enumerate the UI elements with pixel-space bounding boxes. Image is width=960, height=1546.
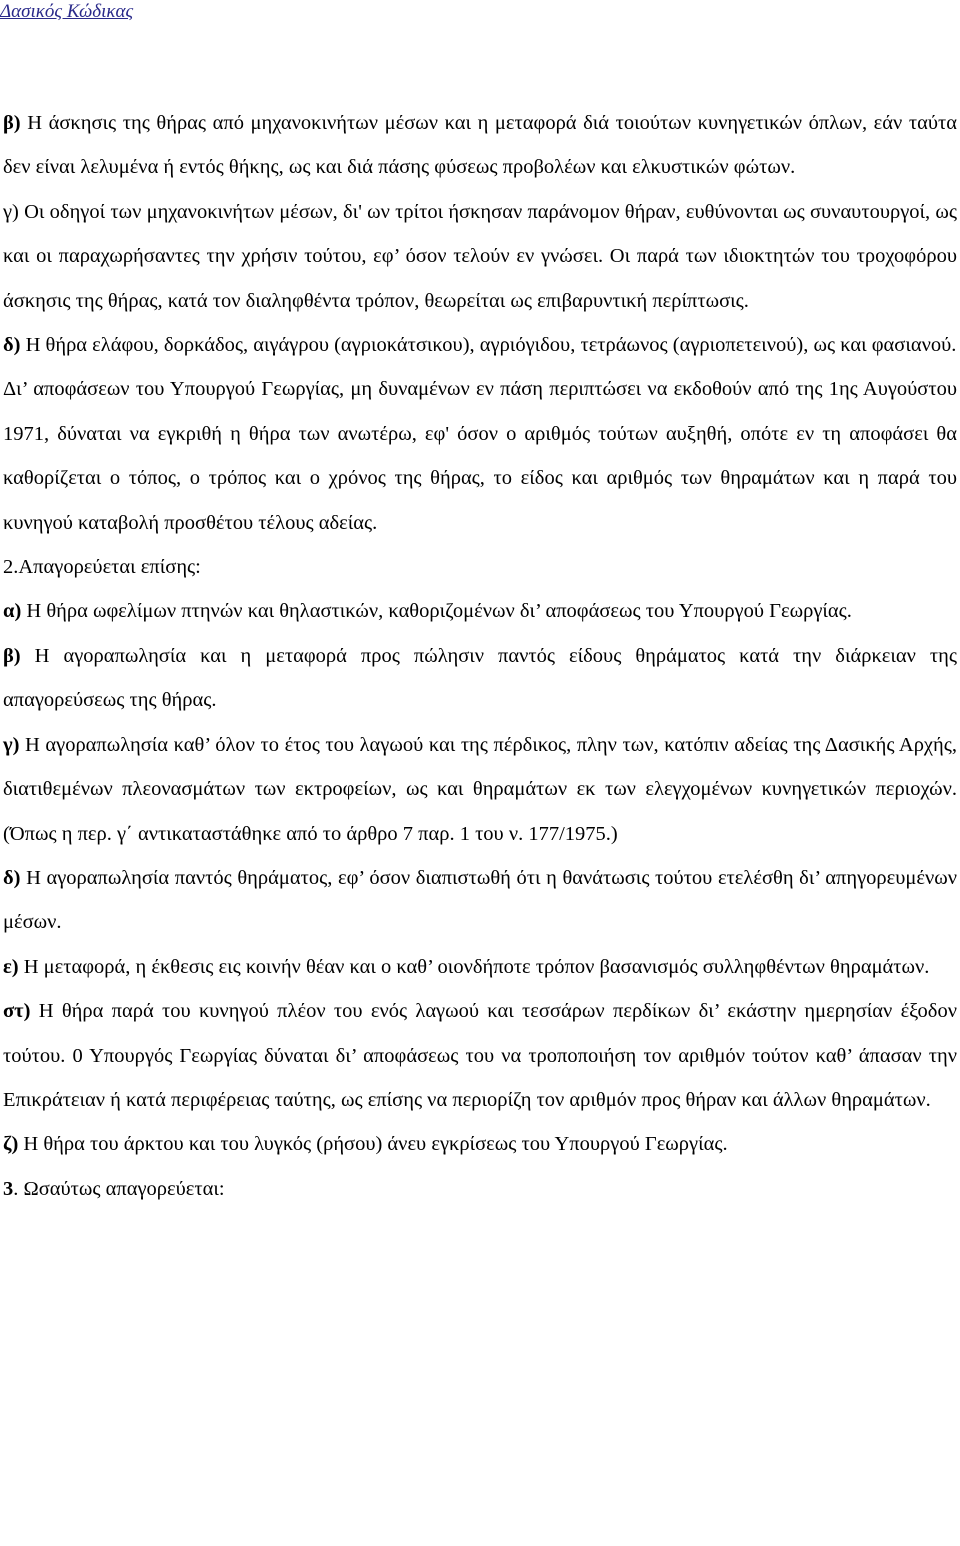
paragraph-text: Η άσκησις της θήρας από μηχανοκινήτων μέσων και η μεταφορά διά τοιούτων κυνηγετικών όπλων, εάν ταύτα δεν είναι λελυμένα ή εντός θήκης, ως και διά πάσης φύσεως προβολέων και ελκυστικών φώτων.: [3, 112, 957, 179]
paragraph-delta-1: [3, 323, 957, 367]
paragraph-epsilon-2: [3, 945, 957, 989]
item-label: β): [3, 644, 21, 667]
item-label: στ): [3, 1000, 31, 1023]
document-body: [3, 101, 957, 1211]
paragraph-text: Δι’ αποφάσεων του Υπουργού Γεωργίας, μη δυναμένων εν πάση περιπτώσει να εκδοθούν από της 1ης Αυγούστου 1971, δύναται να εγκριθή η θήρα των ανωτέρω, εφ' όσον ο αριθμός τούτων αυξηθή, οπότε εν τη αποφάσει θα καθορίζεται ο τόπος, ο τρόπος και ο χρόνος της θήρας, το είδος και αριθμός των θηραμάτων και η παρά του κυνηγού καταβολή προσθέτου τέλους αδείας.: [3, 378, 957, 534]
paragraph-zeta-2: [3, 1122, 957, 1166]
item-label: δ): [3, 866, 21, 889]
paragraph-text: Η θήρα παρά του κυνηγού πλέον του ενός λαγωού και τεσσάρων περδίκων δι’ εκάστην ημερησίαν έξοδον τούτου. 0 Υπουργός Γεωργίας δύναται δι’ αποφάσεως του να τροποποιήση τον αριθμόν τούτον καθ’ άπασαν την Επικράτειαν ή κατά περιφέρειας ταύτης, ως επίσης να περιορίζη τον αριθμόν προς θήραν και άλλων θηραμάτων.: [3, 1000, 957, 1111]
paragraph-beta-1: [3, 101, 957, 190]
paragraph-st-2: [3, 989, 957, 1122]
paragraph-gamma-2: [3, 723, 957, 856]
paragraph-text: Η θήρα ωφελίμων πτηνών και θηλαστικών, καθοριζομένων δι’ αποφάσεως του Υπουργού Γεωργίας.: [21, 600, 852, 623]
paragraph-text: Η αγοραπωλησία παντός θηράματος, εφ’ όσον διαπιστωθή ότι η θανάτωσις τούτου ετελέσθη δι’ απηγορευμένων μέσων.: [3, 866, 957, 934]
paragraph-text: Η αγοραπωλησία καθ’ όλον το έτος του λαγωού και της πέρδικος, πλην των, κατόπιν αδείας της Δασικής Αρχής, διατιθεμένων πλεονασμάτων των εκτροφείων, ως και θηραμάτων εκ των ελεγχομένων κυνηγετικών περιοχών. (Όπως η περ. γ΄ αντικαταστάθηκε από το άρθρο 7 παρ. 1 του ν. 177/1975.): [3, 733, 957, 845]
paragraph-text: 2.Απαγορεύεται επίσης:: [3, 556, 201, 579]
item-label: δ): [3, 334, 21, 357]
paragraph-text: . Ωσαύτως απαγορεύεται:: [13, 1177, 225, 1200]
paragraph-text: γ) Οι οδηγοί των μηχανοκινήτων μέσων, δι' ων τρίτοι ήσκησαν παράνομον θήραν, ευθύνονται ως συναυτουργοί, ως και οι παραχωρήσαντες την χρήσιν τούτου, εφ’ όσον τελούν εν γνώσει. Οι παρά των ιδιοκτητών του τροχοφόρου άσκησις της θήρας, κατά τον διαληφθέντα τρόπον, θεωρείται ως επιβαρυντική περίπτωσις.: [3, 200, 957, 312]
paragraph-gamma-1: [3, 190, 957, 323]
item-label: 3: [3, 1177, 14, 1200]
item-label: ζ): [3, 1133, 19, 1156]
paragraph-text: Η θήρα ελάφου, δορκάδος, αιγάγρου (αγριοκάτσικου), αγριόγιδου, τετράωνος (αγριοπετεινού), ως και φασιανού.: [20, 334, 957, 357]
item-label: α): [3, 600, 22, 623]
paragraph-section-3: [3, 1167, 957, 1211]
paragraph-section-2: [3, 545, 957, 589]
paragraph-text: Η θήρα του άρκτου και του λυγκός (ρήσου) άνευ εγκρίσεως του Υπουργού Γεωργίας.: [18, 1133, 728, 1156]
paragraph-text: Η αγοραπωλησία και η μεταφορά προς πώλησιν παντός είδους θηράματος κατά την διάρκειαν της απαγορεύσεως της θήρας.: [3, 644, 957, 712]
paragraph-delta-2: [3, 856, 957, 945]
item-label: γ): [3, 733, 20, 756]
paragraph-alpha-2: [3, 589, 957, 633]
paragraph-text: Η μεταφορά, η έκθεσις εις κοινήν θέαν και ο καθ’ οιονδήποτε τρόπον βασανισμός συλληφθέντων θηραμάτων.: [18, 955, 930, 978]
paragraph-beta-2: [3, 634, 957, 723]
item-label: ε): [3, 955, 19, 978]
item-label: β): [3, 112, 21, 134]
document-header: Δασικός Κώδικας: [0, 1, 134, 22]
paragraph-decision: [3, 367, 957, 545]
